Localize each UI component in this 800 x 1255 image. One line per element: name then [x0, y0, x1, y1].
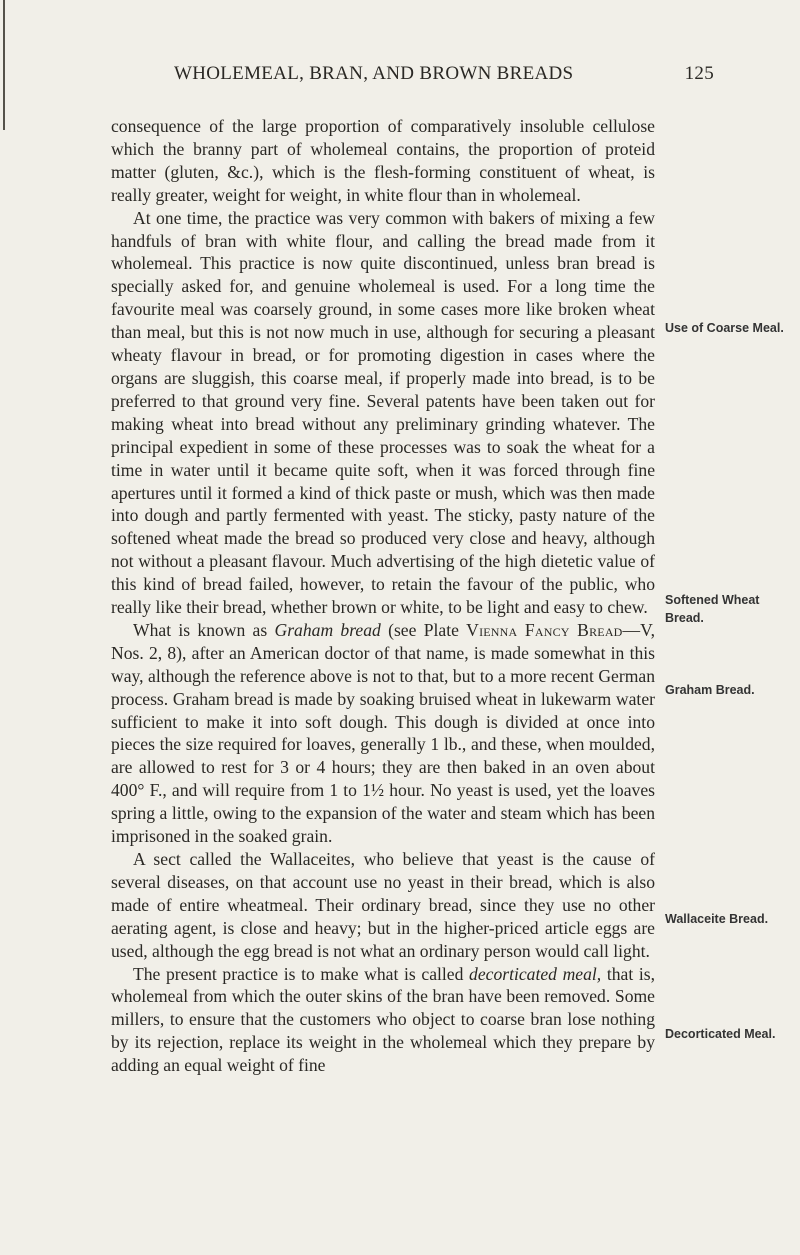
paragraph-text: What is known as: [133, 619, 275, 640]
paragraph: [111, 115, 655, 207]
italic-term: Graham bread: [274, 619, 381, 640]
paragraph-text: The present practice is to make what is called: [133, 963, 470, 984]
running-header: [174, 63, 714, 85]
running-title: WHOLEMEAL, BRAN, AND BROWN BREADS: [174, 63, 574, 84]
paragraph: [111, 207, 784, 625]
side-note: Wallaceite Bread.: [665, 912, 769, 926]
paragraph-text: (see Plate: [380, 619, 467, 640]
paragraph-text: that is, wholemeal from which the outer skins of the bran have been removed. Some millers, to ensure that the customers who object to coarse bran lose nothing by its rejection, replace its weight in the wholemeal which they prepare by adding an equal weight of fine: [111, 963, 655, 1076]
italic-term: decorticated meal,: [469, 963, 602, 984]
paragraph: [111, 963, 776, 1078]
page-body: [111, 115, 784, 1077]
paragraph-text: —V, Nos. 2, 8), after an American doctor of that name, is made somewhat in this way, although the reference above is not to that, but to a more recent German process. Graham bread is made by soaking bruised wheat in lukewarm water sufficient to make it into soft dough. This dough is divided at once into pieces the size required for loaves, generally 1 lb., and these, when moulded, are allowed to rest for 3 or 4 hours; they are then baked in an oven about 400° F., and will require from 1 to 1½ hour. No yeast is used, yet the loaves spring a little, owing to the expansion of the water and steam which has been imprisoned in the soaked grain.: [111, 619, 655, 847]
paragraph-text: A sect called the Wallaceites, who believe that yeast is the cause of several diseases, on that account use no yeast in their bread, which is also made of entire wheatmeal. Their ordinary bread, since they use no other aerating agent, is close and heavy; but in the higher-priced article eggs are used, although the egg bread is not what an ordinary person would call light.: [111, 849, 655, 961]
paragraph-text: At one time, the practice was very common with bakers of mixing a few handfuls of bran with white flour, and calling the bread made from it wholemeal. This practice is now quite discontinued, unless bran bread is specially asked for, and genuine wholemeal is used. For a long time the favourite meal was coarsely ground, in some cases more like broken wheat than meal, but this is not now much in use, although for securing a pleasant wheaty flavour in bread, or for promoting digestion in cases where the organs are sluggish, this coarse meal, if properly made into bread, is to be preferred to that ground very fine. Several patents have been taken out for making wheat into bread without any preliminary grinding whatever. The principal expedient in some of these processes was to soak the wheat for a time in water until it became quite soft, when it was forced through fine apertures until it formed a kind of thick paste or mush, which was then made into dough and partly fermented with yeast. The sticky, pasty nature of the softened wheat made the bread so produced very close and heavy, although not without a pleasant flavour. Much advertising of the high dietetic value of this kind of bread failed, however, to retain the favour of the public, who really like their bread, whether brown or white, to be light and easy to chew.: [111, 207, 655, 618]
plate-reference: Vienna Fancy Bread: [466, 619, 623, 640]
paragraph: [111, 619, 755, 848]
page-edge-line: [3, 0, 5, 130]
paragraph: [111, 848, 769, 963]
side-note: Decorticated Meal.: [665, 1026, 776, 1041]
side-note: Softened Wheat Bread.: [665, 592, 760, 625]
page-number: 125: [684, 63, 714, 84]
side-note: Graham Bread.: [665, 682, 755, 697]
paragraph-text: consequence of the large proportion of comparatively insoluble cellulose which the branny part of wholemeal contains, the proportion of proteid matter (gluten, &c.), which is the flesh-forming constituent of wheat, is really greater, weight for weight, in white flour than in wholemeal.: [111, 116, 655, 205]
side-note: Use of Coarse Meal.: [665, 320, 784, 335]
